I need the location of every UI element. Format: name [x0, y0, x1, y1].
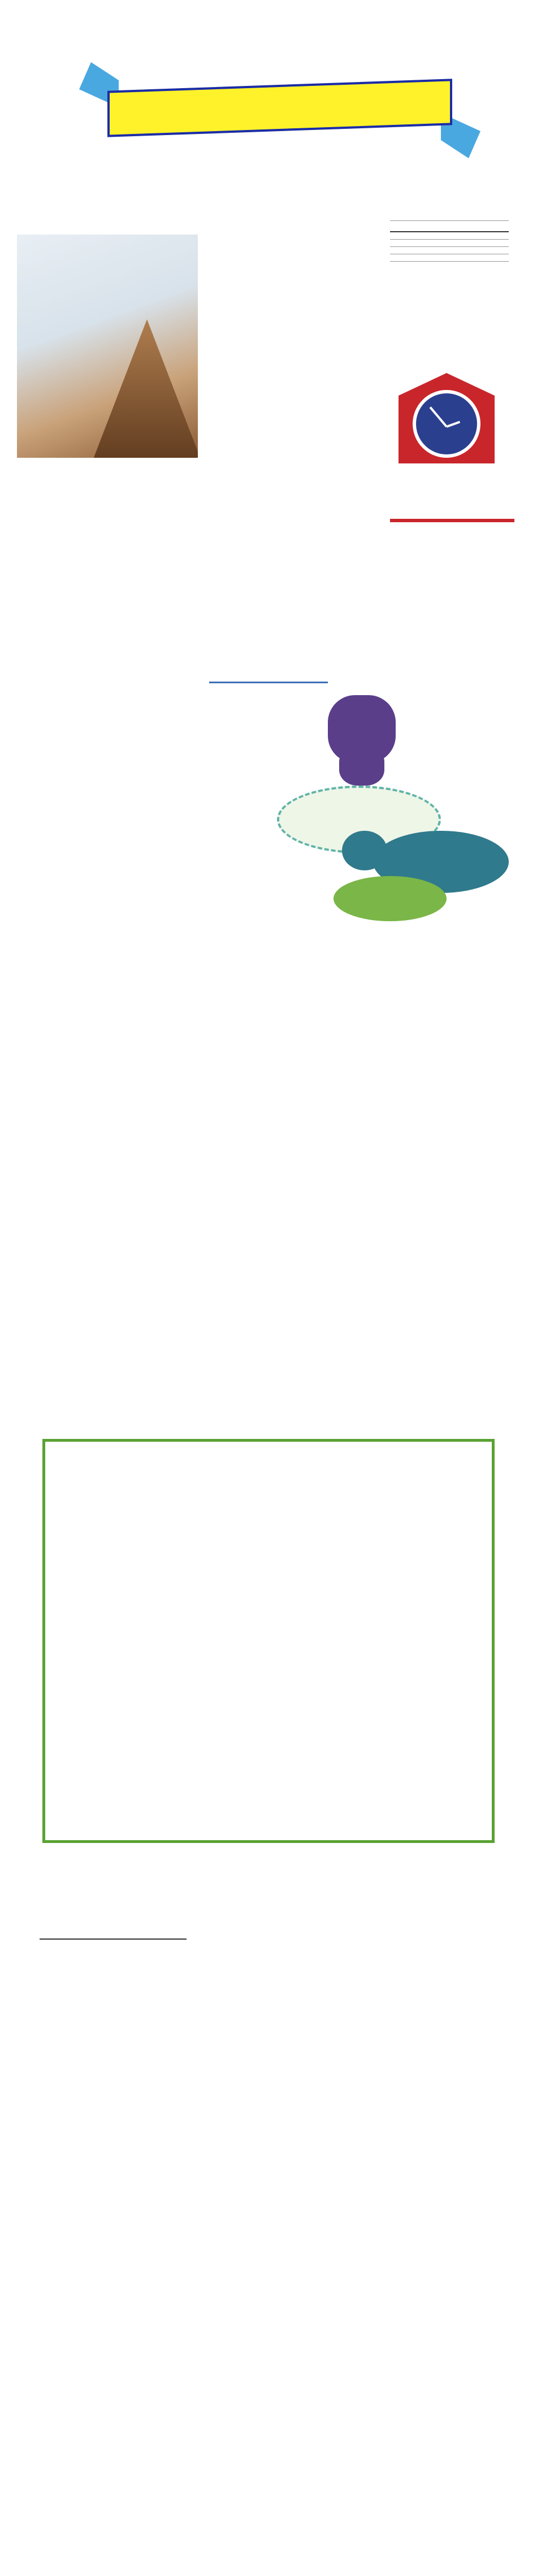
- inside-item: [390, 247, 509, 254]
- inside-item: [390, 240, 509, 247]
- crayons-image: [421, 2068, 534, 2566]
- wordsearch-grid: [42, 1439, 495, 1843]
- word-bank-row: [0, 1389, 537, 1413]
- word-bank: [0, 1389, 537, 1437]
- word-bank-row: [0, 1413, 537, 1437]
- melting-crayons-image: [195, 1910, 523, 2057]
- banner-box: [107, 79, 452, 137]
- quiz-heading-underline: [209, 682, 328, 683]
- inside-title: [390, 221, 509, 232]
- clock-icon: [413, 390, 480, 458]
- prayers-vertical-graphic: [401, 955, 469, 1272]
- bubble-an: [339, 746, 384, 786]
- inside-this-issue: [390, 220, 509, 262]
- poster-reference: [390, 519, 514, 522]
- title-banner: [85, 68, 475, 153]
- inside-item: [390, 254, 509, 262]
- divider: [40, 1938, 187, 1940]
- mountain-shape: [90, 319, 198, 458]
- matthew-verse-image: [17, 235, 198, 458]
- answer-bubbles-graphic: [232, 695, 503, 944]
- bubble-prayer: [334, 876, 447, 921]
- inside-item: [390, 232, 509, 240]
